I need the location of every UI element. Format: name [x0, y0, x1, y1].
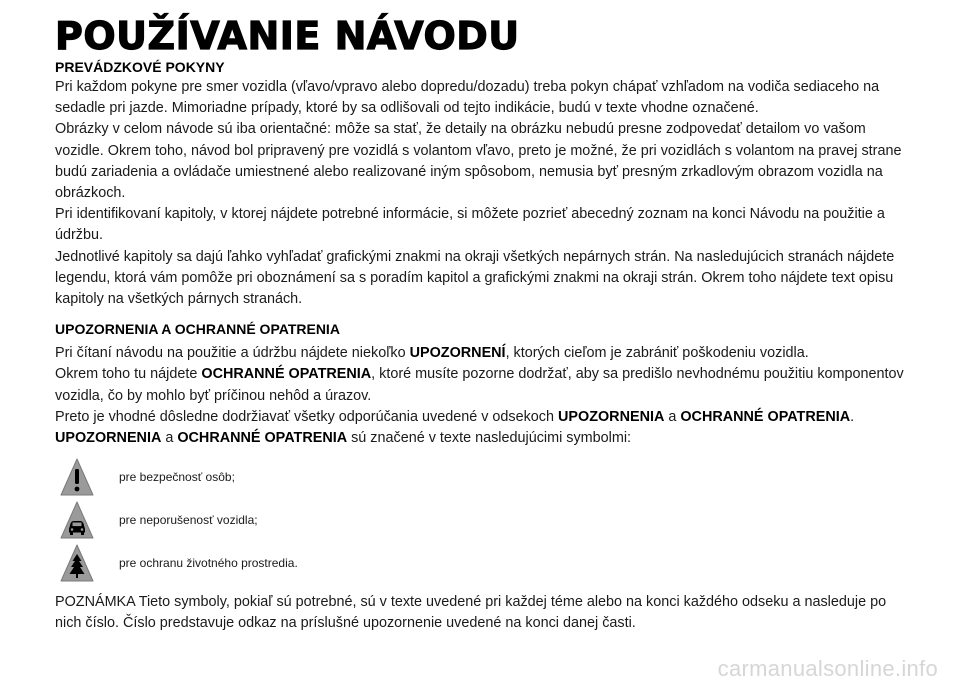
paragraph: Pri každom pokyne pre smer vozidla (vľavo/vpravo alebo dopredu/dozadu) treba pokyn chápať vzhľadom na vodiča sediaceho na sedadle pri jazde. Mimoriadne prípady, ktoré by sa odlišovali od tejto indikácie, budú v texte vhodne označené.: [55, 79, 880, 117]
symbol-label: pre ochranu životného prostredia.: [119, 555, 298, 570]
paragraph: Jednotlivé kapitoly sa dajú ľahko vyhľadať grafickými znakmi na okraji všetkých nepárnych strán. Na nasledujúcich stranách nájdete legendu, ktorá vám pomôže pri oboznámení sa s poradím kapitol a grafickými znakmi na okraji strán. Okrem toho nájdete text opisu kapitoly na všetkých párnych stranách.: [55, 248, 895, 308]
section-heading-warnings: UPOZORNENIA A OCHRANNÉ OPATRENIA: [55, 321, 340, 338]
text-run: , ktorých cieľom je zabrániť poškodeniu vozidla.: [505, 345, 809, 362]
bold-term-warnings: UPOZORNENÍ: [409, 345, 506, 362]
text-run: sú značené v texte nasledujúcimi symbolmi:: [347, 430, 632, 447]
text-run: , ktoré musíte pozorne dodržať, aby sa predišlo nevhodnému použitiu komponentov vozidla, čo by mohlo byť príčinou nehôd a úrazov.: [55, 366, 904, 404]
symbol-row-environment: [59, 541, 915, 584]
bold-term-precautions: OCHRANNÉ OPATRENIA: [177, 430, 348, 447]
symbol-row-personal-safety: [59, 455, 915, 498]
paragraph: Obrázky v celom návode sú iba orientačné: môže sa stať, že detaily na obrázku nebudú presne zodpovedať detailom vo vašom vozidle. Okrem toho, návod bol pripravený pre vozidlá s volantom vľavo, preto je možné, že pri vozidlách s volantom na pravej strane budú zariadenia a ovládače umiestnené alebo realizované iným spôsobom, nemusia byť presným zrkadlovým obrazom vozidla na obrázkoch.: [55, 121, 902, 202]
paragraph: Pri identifikovaní kapitoly, v ktorej nájdete potrebné informácie, si môžete pozrieť abecedný zoznam na konci Návodu na použitie a údržbu.: [55, 206, 885, 244]
bold-term-warnings: UPOZORNENIA: [558, 408, 665, 425]
document-page: [55, 14, 915, 635]
paragraph: [55, 407, 915, 428]
text-run: Preto je vhodné dôsledne dodržiavať všetky odporúčania uvedené v odsekoch: [55, 408, 559, 425]
exclamation-triangle-icon: [59, 457, 95, 497]
car-triangle-icon: [59, 500, 95, 540]
symbol-label: pre neporušenosť vozidla;: [119, 512, 258, 527]
paragraph: [55, 364, 915, 406]
bold-term-warnings: UPOZORNENIA: [55, 430, 162, 447]
note-paragraph: POZNÁMKA Tieto symboly, pokiaľ sú potrebné, sú v texte uvedené pri každej téme alebo na konci každého odseku a nasleduje po nich číslo. Číslo predstavuje odkaz na príslušné upozornenie uvedené na konci danej časti.: [55, 594, 887, 632]
watermark: carmanualsonline.info: [717, 656, 938, 681]
text-run: a: [161, 430, 178, 447]
tree-triangle-icon: [59, 543, 95, 583]
symbol-label: pre bezpečnosť osôb;: [119, 469, 235, 484]
symbol-row-vehicle-integrity: [59, 498, 915, 541]
text-run: .: [850, 408, 855, 425]
page-title: POUŽÍVANIE NÁVODU: [55, 14, 520, 58]
text-run: a: [664, 408, 681, 425]
bold-term-precautions: OCHRANNÉ OPATRENIA: [201, 366, 372, 383]
paragraph: [55, 343, 915, 364]
bold-term-precautions: OCHRANNÉ OPATRENIA: [680, 408, 851, 425]
text-run: Pri čítaní návodu na použitie a údržbu nájdete niekoľko: [55, 345, 410, 362]
text-run: Okrem toho tu nájdete: [55, 366, 202, 383]
symbol-legend: [55, 455, 915, 584]
paragraph: [55, 428, 915, 449]
section-heading-operating-instructions: PREVÁDZKOVÉ POKYNY: [55, 59, 225, 75]
